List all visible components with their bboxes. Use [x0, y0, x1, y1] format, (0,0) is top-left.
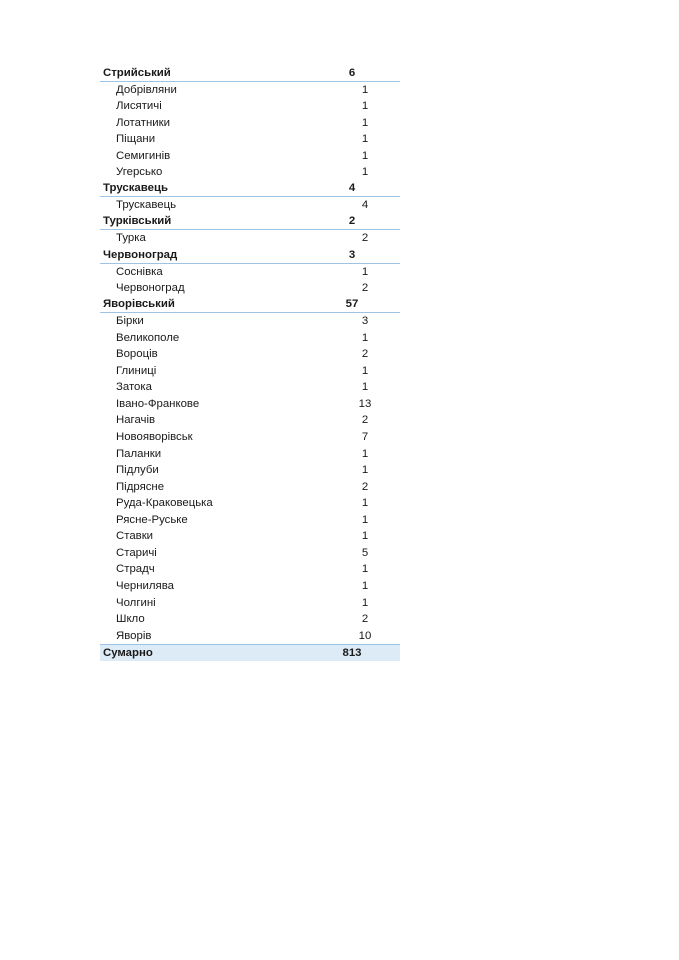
- settlement-row: [100, 446, 400, 463]
- case-count: 1: [361, 464, 369, 477]
- settlement-row: [100, 561, 400, 578]
- case-count: 1: [361, 83, 369, 96]
- case-count: 10: [358, 629, 372, 642]
- case-count: 3: [348, 248, 356, 261]
- place-name: Бірки: [116, 315, 144, 328]
- case-count: 5: [361, 546, 369, 559]
- case-count: 57: [345, 298, 359, 311]
- case-count: 3: [361, 315, 369, 328]
- settlement-row: [100, 82, 400, 99]
- settlement-row: [100, 595, 400, 612]
- case-count: 1: [361, 513, 369, 526]
- place-name: Семигинів: [116, 149, 171, 162]
- case-count: 2: [348, 215, 356, 228]
- case-count: 1: [361, 133, 369, 146]
- settlement-row: [100, 495, 400, 512]
- place-name: Червоноград: [116, 282, 185, 295]
- settlement-row: [100, 578, 400, 595]
- place-name: Рясне-Руське: [116, 513, 188, 526]
- place-name: Трускавець: [103, 182, 168, 195]
- settlement-row: [100, 230, 400, 247]
- case-count: 13: [358, 397, 372, 410]
- case-count: 2: [361, 613, 369, 626]
- place-name: Піщани: [116, 133, 156, 146]
- place-name: Шкло: [116, 613, 145, 626]
- place-name: Страдч: [116, 563, 155, 576]
- place-name: Паланки: [116, 447, 162, 460]
- cases-table: [100, 65, 400, 661]
- case-count: 1: [361, 100, 369, 113]
- place-name: Підрясне: [116, 480, 165, 493]
- settlement-row: [100, 611, 400, 628]
- settlement-row: [100, 115, 400, 132]
- case-count: 2: [361, 480, 369, 493]
- place-name: Трускавець: [116, 199, 177, 212]
- place-name: Добрівляни: [116, 83, 177, 96]
- settlement-row: [100, 330, 400, 347]
- case-count: 1: [361, 364, 369, 377]
- district-row: [100, 214, 400, 231]
- settlement-row: [100, 528, 400, 545]
- place-name: Турка: [116, 232, 146, 245]
- case-count: 1: [361, 447, 369, 460]
- settlement-row: [100, 479, 400, 496]
- place-name: Червоноград: [103, 248, 178, 261]
- place-name: Івано-Франкове: [116, 397, 200, 410]
- district-row: [100, 65, 400, 82]
- place-name: Яворівський: [103, 298, 175, 311]
- total-count: 813: [342, 646, 362, 659]
- total-label: Сумарно: [103, 646, 153, 659]
- place-name: Угерсько: [116, 166, 163, 179]
- place-name: Соснівка: [116, 265, 163, 278]
- case-count: 2: [361, 282, 369, 295]
- settlement-row: [100, 313, 400, 330]
- place-name: Чернилява: [116, 579, 174, 592]
- district-row: [100, 297, 400, 314]
- place-name: Підлуби: [116, 464, 159, 477]
- case-count: 1: [361, 579, 369, 592]
- case-count: 1: [361, 563, 369, 576]
- case-count: 6: [348, 66, 356, 79]
- settlement-row: [100, 164, 400, 181]
- settlement-row: [100, 280, 400, 297]
- case-count: 1: [361, 116, 369, 129]
- settlement-row: [100, 148, 400, 165]
- settlement-row: [100, 396, 400, 413]
- settlement-row: [100, 346, 400, 363]
- settlement-row: [100, 512, 400, 529]
- case-count: 2: [361, 414, 369, 427]
- settlement-row: [100, 545, 400, 562]
- place-name: Глиниці: [116, 364, 157, 377]
- place-name: Турківський: [103, 215, 172, 228]
- place-name: Яворів: [116, 629, 152, 642]
- settlement-row: [100, 429, 400, 446]
- place-name: Руда-Краковецька: [116, 497, 213, 510]
- case-count: 1: [361, 497, 369, 510]
- place-name: Затока: [116, 381, 152, 394]
- case-count: 1: [361, 381, 369, 394]
- place-name: Великополе: [116, 331, 180, 344]
- place-name: Лотатники: [116, 116, 170, 129]
- place-name: Старичі: [116, 546, 157, 559]
- settlement-row: [100, 363, 400, 380]
- case-count: 1: [361, 530, 369, 543]
- case-count: 4: [361, 199, 369, 212]
- case-count: 7: [361, 431, 369, 444]
- case-count: 2: [361, 232, 369, 245]
- settlement-row: [100, 98, 400, 115]
- case-count: 1: [361, 166, 369, 179]
- case-count: 2: [361, 348, 369, 361]
- settlement-row: [100, 628, 400, 645]
- place-name: Лисятичі: [116, 100, 162, 113]
- settlement-row: [100, 197, 400, 214]
- case-count: 1: [361, 331, 369, 344]
- settlement-row: [100, 379, 400, 396]
- district-row: [100, 181, 400, 198]
- place-name: Стрийський: [103, 66, 171, 79]
- settlement-row: [100, 131, 400, 148]
- case-count: 1: [361, 149, 369, 162]
- place-name: Новояворівськ: [116, 431, 193, 444]
- settlement-row: [100, 412, 400, 429]
- place-name: Ставки: [116, 530, 154, 543]
- total-row: [100, 644, 400, 661]
- settlement-row: [100, 264, 400, 281]
- district-row: [100, 247, 400, 264]
- case-count: 1: [361, 265, 369, 278]
- place-name: Нагачів: [116, 414, 156, 427]
- case-count: 4: [348, 182, 356, 195]
- place-name: Чолгині: [116, 596, 156, 609]
- case-count: 1: [361, 596, 369, 609]
- place-name: Вороців: [116, 348, 158, 361]
- settlement-row: [100, 462, 400, 479]
